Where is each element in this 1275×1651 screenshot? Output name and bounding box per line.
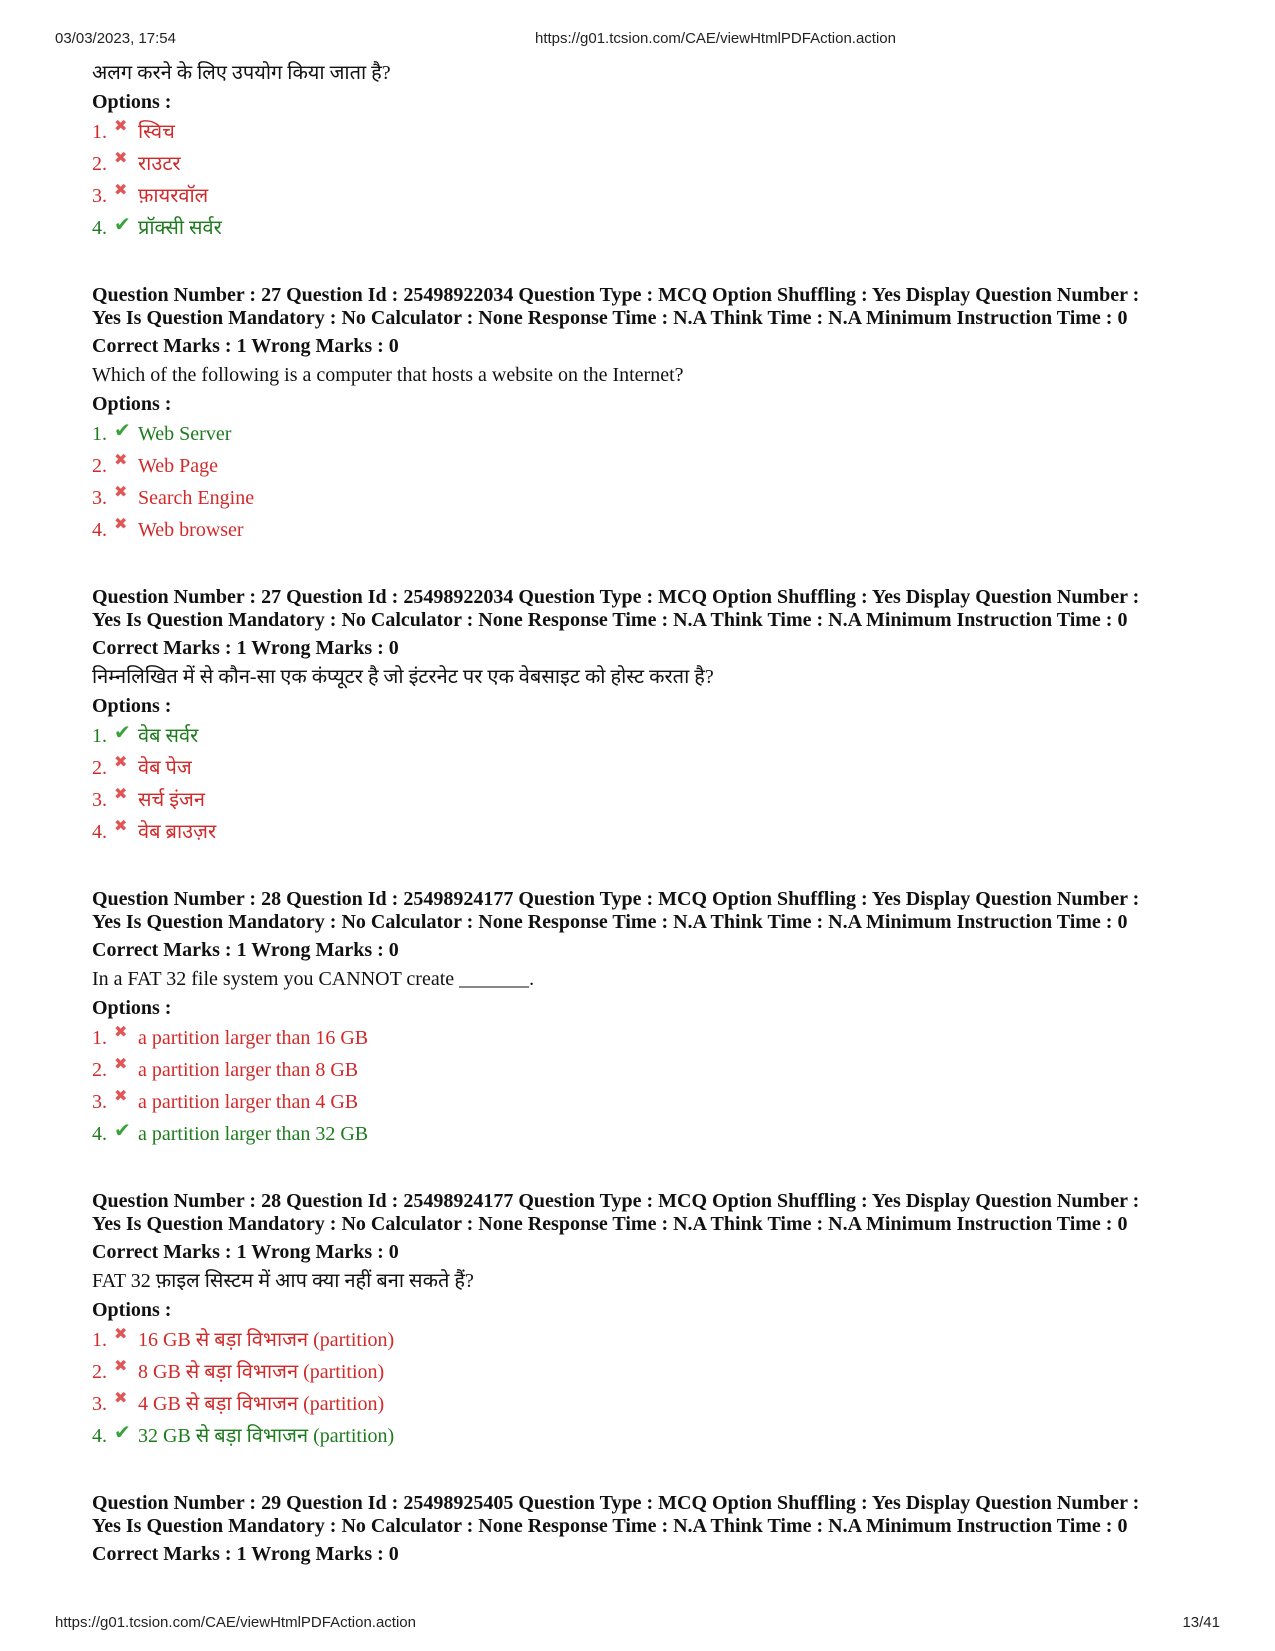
option-item [92, 1118, 1222, 1150]
option-number: 2. [92, 1059, 107, 1081]
question-marks: Correct Marks : 1 Wrong Marks : 0 [92, 939, 399, 961]
cross-icon: ✖ [114, 1056, 128, 1073]
option-number: 3. [92, 1091, 107, 1113]
question-meta-line2: Yes Is Question Mandatory : No Calculator : None Response Time : N.A Think Time : N.A Minimum Instruction Time : 0 [92, 609, 1128, 631]
option-text: राउटर [138, 153, 181, 175]
option-number: 1. [92, 423, 107, 445]
option-text: Web Server [138, 423, 232, 445]
option-item [92, 1086, 1222, 1118]
options-list [92, 116, 1222, 244]
options-list [92, 1022, 1222, 1150]
option-number: 1. [92, 1027, 107, 1049]
option-item [92, 148, 1222, 180]
cross-icon: ✖ [114, 1024, 128, 1041]
question-text: Which of the following is a computer that hosts a website on the Internet? [92, 364, 684, 386]
cross-icon: ✖ [114, 484, 128, 501]
document-content [92, 58, 1222, 1568]
question-meta-line2: Yes Is Question Mandatory : No Calculator : None Response Time : N.A Think Time : N.A Minimum Instruction Time : 0 [92, 911, 1128, 933]
question-meta-line2: Yes Is Question Mandatory : No Calculator : None Response Time : N.A Think Time : N.A Minimum Instruction Time : 0 [92, 1515, 1128, 1537]
options-label: Options : [92, 695, 172, 717]
option-item [92, 1324, 1222, 1356]
question-text: अलग करने के लिए उपयोग किया जाता है? [92, 62, 391, 84]
option-number: 4. [92, 519, 107, 541]
option-number: 2. [92, 455, 107, 477]
option-text: 16 GB से बड़ा विभाजन (partition) [138, 1329, 395, 1351]
option-text: 4 GB से बड़ा विभाजन (partition) [138, 1393, 385, 1415]
option-item [92, 816, 1222, 848]
question-block [92, 1190, 1222, 1452]
cross-icon: ✖ [114, 1390, 128, 1407]
option-text: प्रॉक्सी सर्वर [138, 217, 222, 239]
check-icon: ✔ [114, 420, 131, 442]
cross-icon: ✖ [114, 818, 128, 835]
option-number: 3. [92, 789, 107, 811]
question-text: FAT 32 फ़ाइल सिस्टम में आप क्या नहीं बना सकते हैं? [92, 1270, 474, 1292]
option-number: 1. [92, 1329, 107, 1351]
question-text: निम्नलिखित में से कौन-सा एक कंप्यूटर है जो इंटरनेट पर एक वेबसाइट को होस्ट करता है? [92, 666, 714, 688]
check-icon: ✔ [114, 1422, 131, 1444]
option-text: वेब पेज [138, 757, 192, 779]
cross-icon: ✖ [114, 754, 128, 771]
option-text: a partition larger than 4 GB [138, 1091, 359, 1113]
options-label: Options : [92, 1299, 172, 1321]
check-icon: ✔ [114, 214, 131, 236]
option-text: फ़ायरवॉल [138, 185, 209, 207]
option-text: a partition larger than 32 GB [138, 1123, 369, 1145]
option-number: 3. [92, 487, 107, 509]
option-item [92, 1022, 1222, 1054]
option-number: 4. [92, 1123, 107, 1145]
options-label: Options : [92, 997, 172, 1019]
option-text: Search Engine [138, 487, 255, 509]
cross-icon: ✖ [114, 786, 128, 803]
option-number: 3. [92, 1393, 107, 1415]
option-item [92, 1420, 1222, 1452]
question-block [92, 888, 1222, 1150]
option-number: 4. [92, 217, 107, 239]
question-meta-line1: Question Number : 29 Question Id : 25498925405 Question Type : MCQ Option Shuffling : Yes Display Question Number : [92, 1492, 1140, 1514]
cross-icon: ✖ [114, 118, 128, 135]
question-text: In a FAT 32 file system you CANNOT create _______. [92, 968, 535, 990]
print-header-url: https://g01.tcsion.com/CAE/viewHtmlPDFAction.action [535, 30, 896, 47]
options-list [92, 1324, 1222, 1452]
option-item [92, 1388, 1222, 1420]
cross-icon: ✖ [114, 516, 128, 533]
question-marks: Correct Marks : 1 Wrong Marks : 0 [92, 637, 399, 659]
option-text: Web browser [138, 519, 244, 541]
options-label: Options : [92, 91, 172, 113]
option-text: वेब ब्राउज़र [138, 821, 217, 843]
check-icon: ✔ [114, 1120, 131, 1142]
option-item [92, 752, 1222, 784]
question-block [92, 1492, 1222, 1568]
question-meta-line1: Question Number : 27 Question Id : 25498922034 Question Type : MCQ Option Shuffling : Yes Display Question Number : [92, 586, 1140, 608]
print-footer-url: https://g01.tcsion.com/CAE/viewHtmlPDFAction.action [55, 1614, 416, 1631]
option-item [92, 1054, 1222, 1086]
options-label: Options : [92, 393, 172, 415]
cross-icon: ✖ [114, 452, 128, 469]
option-item [92, 180, 1222, 212]
page-number: 13/41 [1182, 1614, 1220, 1631]
print-datetime: 03/03/2023, 17:54 [55, 30, 176, 47]
option-item [92, 1356, 1222, 1388]
option-item [92, 212, 1222, 244]
option-number: 4. [92, 1425, 107, 1447]
question-meta-line1: Question Number : 28 Question Id : 25498924177 Question Type : MCQ Option Shuffling : Yes Display Question Number : [92, 888, 1140, 910]
option-text: Web Page [138, 455, 219, 477]
check-icon: ✔ [114, 722, 131, 744]
question-block [92, 284, 1222, 546]
option-text: 32 GB से बड़ा विभाजन (partition) [138, 1425, 395, 1447]
options-list [92, 720, 1222, 848]
print-header [0, 30, 1275, 50]
cross-icon: ✖ [114, 150, 128, 167]
option-text: वेब सर्वर [138, 725, 199, 747]
cross-icon: ✖ [114, 1358, 128, 1375]
option-number: 4. [92, 821, 107, 843]
option-text: सर्च इंजन [138, 789, 205, 811]
option-item [92, 418, 1222, 450]
option-text: a partition larger than 8 GB [138, 1059, 359, 1081]
option-text: स्विच [138, 121, 175, 143]
cross-icon: ✖ [114, 182, 128, 199]
option-number: 1. [92, 121, 107, 143]
print-footer [0, 1614, 1275, 1634]
option-item [92, 514, 1222, 546]
question-marks: Correct Marks : 1 Wrong Marks : 0 [92, 335, 399, 357]
option-item [92, 116, 1222, 148]
question-meta-line2: Yes Is Question Mandatory : No Calculator : None Response Time : N.A Think Time : N.A Minimum Instruction Time : 0 [92, 307, 1128, 329]
option-text: 8 GB से बड़ा विभाजन (partition) [138, 1361, 385, 1383]
option-number: 3. [92, 185, 107, 207]
option-item [92, 784, 1222, 816]
question-continuation [92, 58, 1222, 244]
option-number: 1. [92, 725, 107, 747]
option-item [92, 720, 1222, 752]
option-text: a partition larger than 16 GB [138, 1027, 369, 1049]
question-marks: Correct Marks : 1 Wrong Marks : 0 [92, 1543, 399, 1565]
question-meta-line1: Question Number : 27 Question Id : 25498922034 Question Type : MCQ Option Shuffling : Yes Display Question Number : [92, 284, 1140, 306]
question-block [92, 586, 1222, 848]
option-item [92, 450, 1222, 482]
option-number: 2. [92, 1361, 107, 1383]
option-item [92, 482, 1222, 514]
option-number: 2. [92, 757, 107, 779]
option-number: 2. [92, 153, 107, 175]
options-list [92, 418, 1222, 546]
question-meta-line2: Yes Is Question Mandatory : No Calculator : None Response Time : N.A Think Time : N.A Minimum Instruction Time : 0 [92, 1213, 1128, 1235]
question-meta-line1: Question Number : 28 Question Id : 25498924177 Question Type : MCQ Option Shuffling : Yes Display Question Number : [92, 1190, 1140, 1212]
cross-icon: ✖ [114, 1326, 128, 1343]
cross-icon: ✖ [114, 1088, 128, 1105]
question-marks: Correct Marks : 1 Wrong Marks : 0 [92, 1241, 399, 1263]
